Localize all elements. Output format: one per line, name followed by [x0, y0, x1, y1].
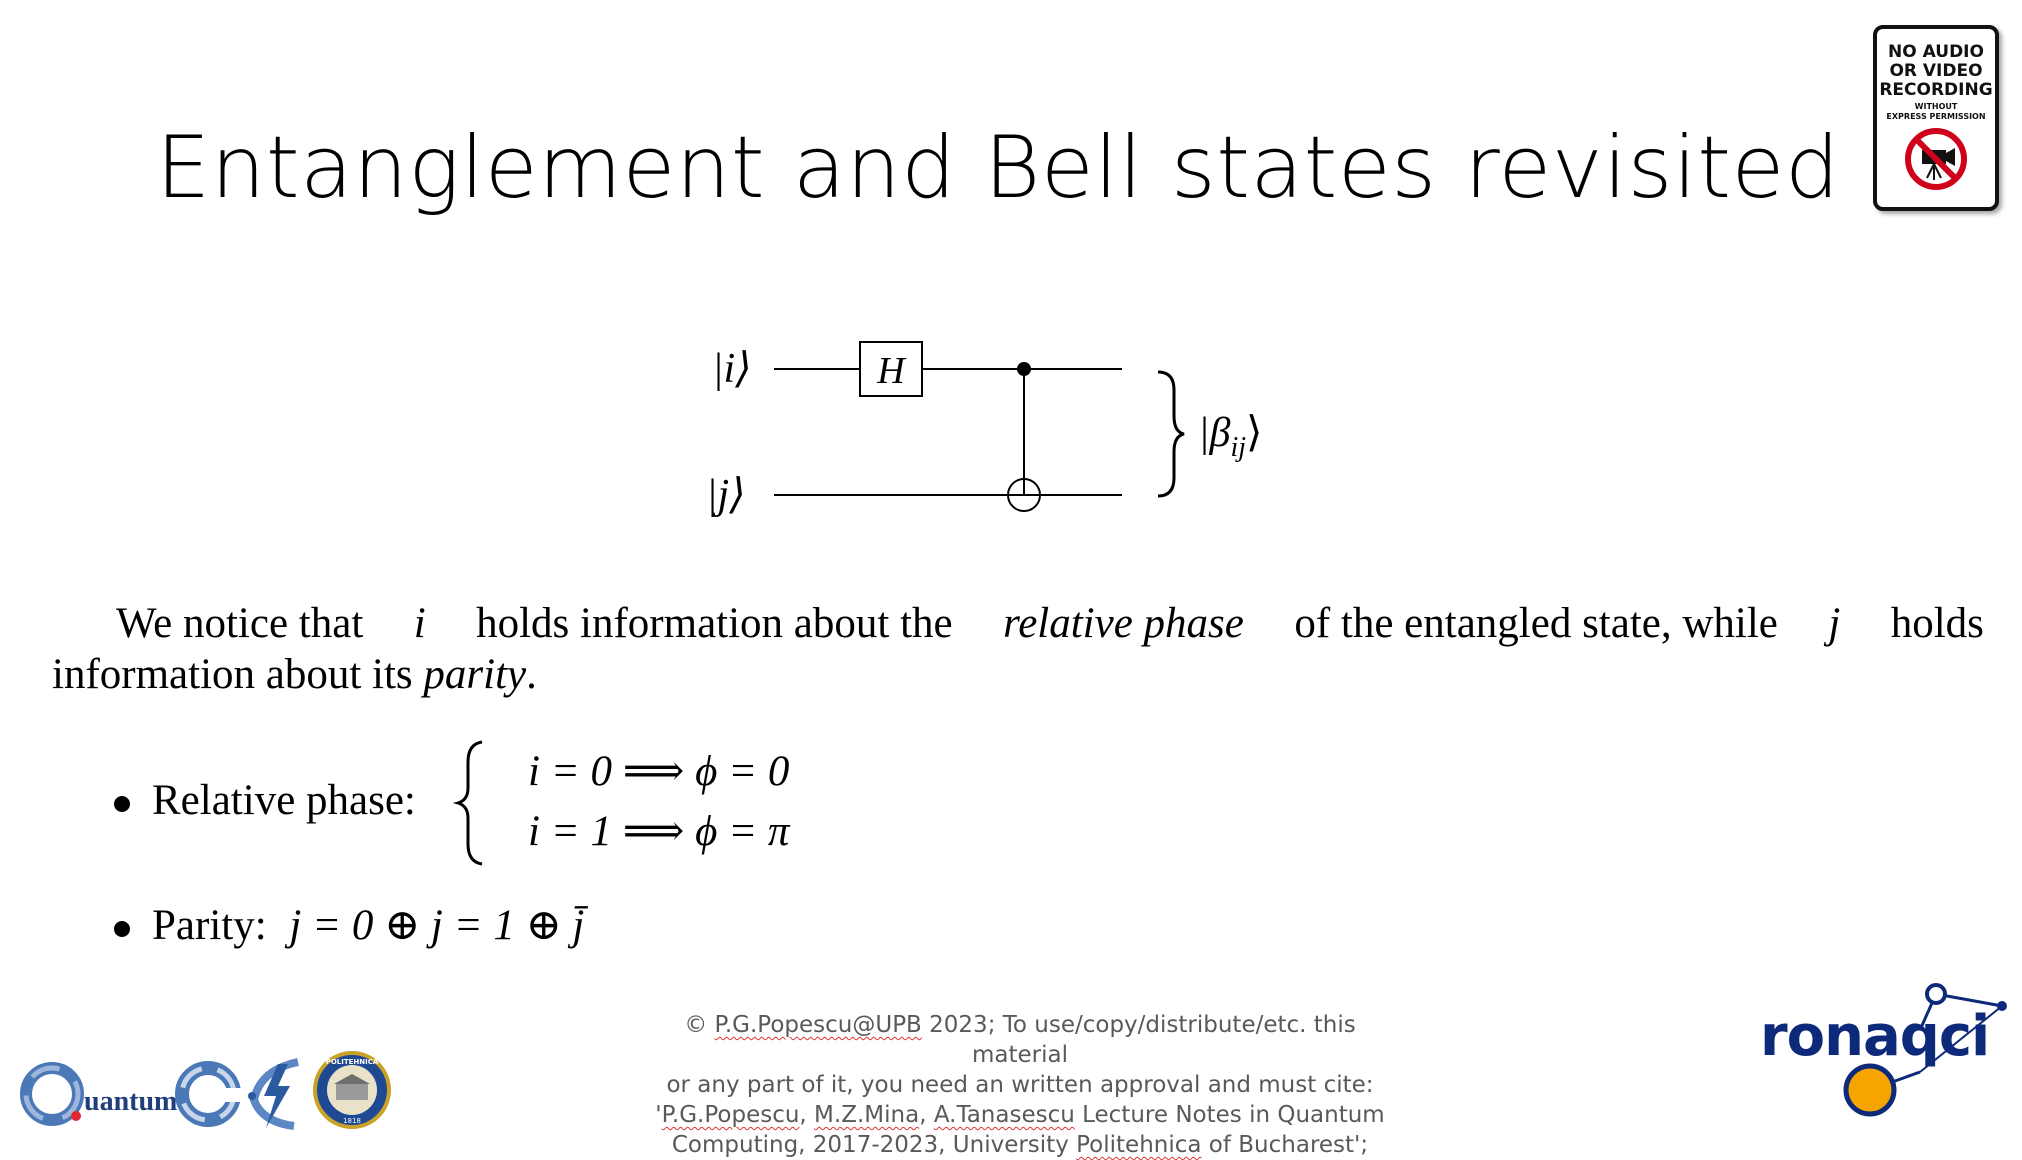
acs-logo	[240, 1056, 310, 1132]
para-l1-b: holds information about the	[465, 600, 964, 647]
sign-line-4: WITHOUT	[1914, 102, 1958, 111]
no-recording-sign	[1870, 22, 2002, 210]
footer-author-3: A.Tanasescu	[933, 1102, 1075, 1128]
footer-l4-a: Computing, 2017-2023, University	[671, 1132, 1077, 1158]
sign-line-3: RECORDING	[1879, 80, 1993, 100]
copyright-footer	[640, 1010, 1400, 1160]
footer-l3-d: Lecture Notes in Quantum	[1074, 1102, 1385, 1128]
sign-line-5: EXPRESS PERMISSION	[1886, 112, 1986, 121]
sign-line-1: NO AUDIO	[1888, 42, 1984, 62]
quantum-wordmark: uantum	[84, 1086, 178, 1117]
parity-label: Parity:	[152, 902, 267, 949]
cs-logo	[172, 1058, 246, 1132]
footer-author-1: P.G.Popescu	[661, 1102, 800, 1128]
ronaqci-wordmark: ronaqci	[1760, 1004, 1990, 1069]
bell-circuit	[690, 320, 1310, 520]
quantum-logo	[18, 1060, 178, 1130]
input-j-label: |j⟩	[706, 472, 746, 518]
cs-swirl-icon	[172, 1058, 246, 1132]
para-relative-phase: relative phase	[1003, 600, 1244, 647]
relative-phase-label: Relative phase:	[152, 777, 416, 824]
footer-sep-1: ,	[799, 1102, 815, 1128]
university-seal-icon	[312, 1050, 392, 1130]
bullet-parity	[114, 900, 584, 950]
footer-l1-b: 2023; To use/copy/distribute/etc. this material	[921, 1012, 1356, 1068]
case-i-0: i = 0 ⟹ ϕ = 0	[528, 748, 790, 795]
footer-author-2: M.Z.Mina	[814, 1102, 920, 1128]
footer-l3-a: '	[655, 1102, 662, 1128]
slide-title: Entanglement and Bell states revisited	[156, 118, 1840, 218]
footer-l1-a: ©	[684, 1012, 715, 1038]
output-label: $|\beta_{ij}⟩$	[1198, 410, 1263, 463]
para-l1-e: holds	[1879, 600, 1984, 647]
para-l1-d: of the entangled state, while	[1283, 600, 1789, 647]
explanation-paragraph	[52, 598, 1984, 700]
footer-author-link[interactable]: P.G.Popescu@UPB	[714, 1012, 922, 1038]
footer-l2: or any part of it, you need an written approval and must cite:	[666, 1072, 1374, 1098]
bullet-relative-phase	[114, 776, 416, 825]
bullet-dot	[114, 796, 130, 812]
footer-university: Politehnica	[1076, 1132, 1202, 1158]
output-brace	[1158, 372, 1184, 496]
hadamard-label: H	[877, 350, 905, 392]
seal-top-text: POLITEHNICA	[325, 1058, 379, 1066]
para-parity: parity	[423, 651, 527, 698]
footer-l4-b: of Bucharest';	[1201, 1132, 1369, 1158]
lightning-emblem-icon	[240, 1056, 310, 1132]
para-l2-a: information about its	[52, 651, 424, 698]
para-l2-c: .	[526, 651, 537, 698]
seal-year-text: 1818	[343, 1117, 361, 1125]
footer-sep-2: ,	[919, 1102, 934, 1128]
para-l1-i: i	[413, 600, 426, 647]
para-l1-j: j	[1828, 600, 1841, 647]
ronaqci-logo	[1760, 982, 2010, 1122]
parity-expression: j = 0 ⊕ j = 1 ⊕ j̄	[289, 902, 585, 949]
quantum-q-icon	[18, 1060, 88, 1130]
upb-seal-logo	[312, 1050, 392, 1130]
no-camera-icon	[1903, 126, 1969, 192]
control-dot	[1017, 362, 1031, 376]
input-i-label: |i⟩	[712, 346, 752, 392]
bullet-dot	[114, 921, 130, 937]
case-i-1: i = 1 ⟹ ϕ = π	[528, 808, 790, 855]
cases-brace	[452, 738, 488, 868]
sign-line-2: OR VIDEO	[1889, 61, 1983, 81]
para-l1-a: We notice that	[116, 600, 375, 647]
